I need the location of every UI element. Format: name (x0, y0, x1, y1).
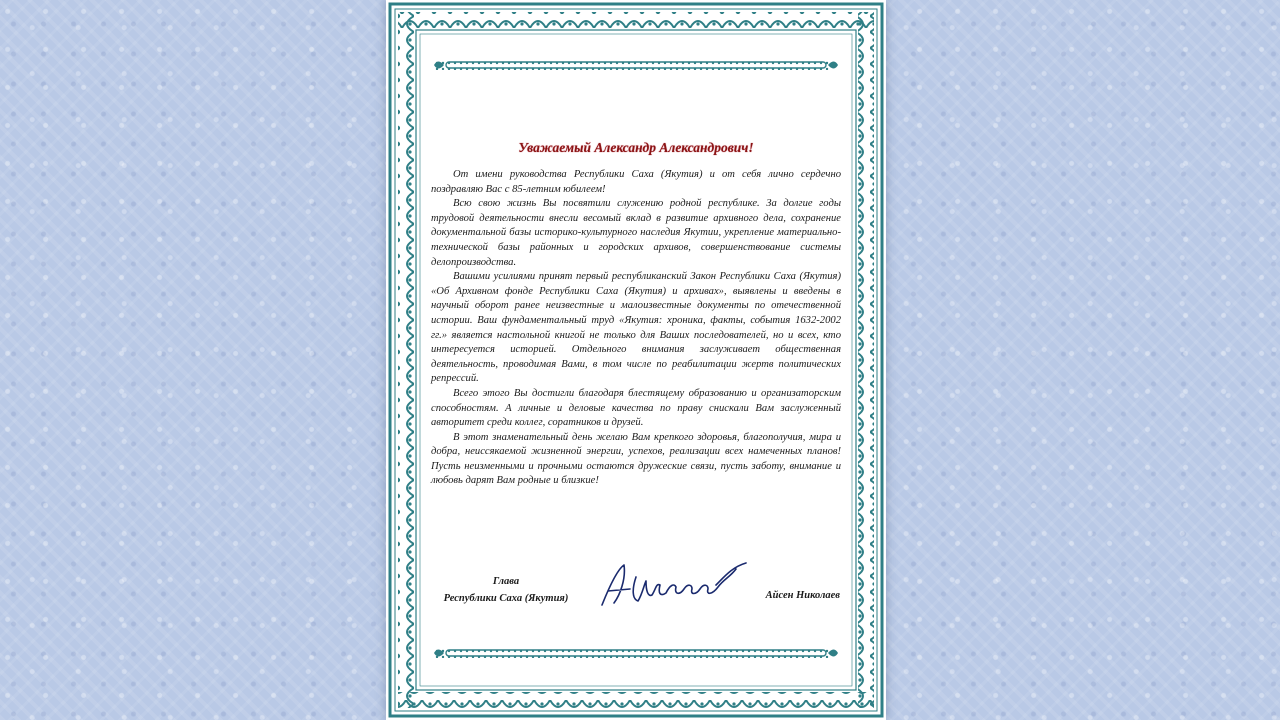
paragraph-4: Всего этого Вы достигли благодаря блестящему образованию и организаторским способностям. А личные и деловые качества по праву снискали Вам заслуженный авторитет среди коллег, соратников и друзей. (431, 387, 841, 429)
top-ornament (434, 60, 838, 70)
handwritten-signature (596, 555, 756, 617)
letter-body (431, 140, 841, 489)
signatory-title (416, 573, 596, 607)
bottom-ornament (434, 648, 838, 658)
greeting-heading: Уважаемый Александр Александрович! (518, 140, 754, 155)
signatory-title-line-2: Республики Саха (Якутия) (443, 593, 569, 604)
signature-block (386, 563, 886, 623)
signatory-name: Айсен Николаев (765, 590, 840, 601)
paragraph-3: Вашими усилиями принят первый республиканский Закон Республики Саха (Якутия) «Об Архивном фонде Республики Саха (Якутия) и архивах», выявлены и введены в научный оборот ранее неизвестные и малоизвестные документы по отечественной истории. Ваш фундаментальный труд «Якутия: хроника, факты, события 1632-2002 гг.» является настольной книгой не только для Ваших последователей, но и всех, кто интересуется историей. Отдельного внимания заслуживает общественная деятельность, проводимая Вами, в том числе по реабилитации жертв политических репрессий. (431, 271, 841, 385)
paragraph-2: Всю свою жизнь Вы посвятили служению родной республике. За долгие годы трудовой деятельности внесли весомый вклад в развитие архивного дела, сохранение документальной базы историко-культурного наследия Якутии, укрепление материально-технической базы районных и городских архивов, совершенствование системы делопроизводства. (431, 198, 841, 268)
paragraph-5: В этот знаменательный день желаю Вам крепкого здоровья, благополучия, мира и добра, неиссякаемой жизненной энергии, успехов, реализации всех намеченных планов! Пусть неизменными и прочными остаются дружеские связи, пусть заботу, внимание и любовь дарят Вам родные и близкие! (431, 431, 841, 487)
signatory-title-line-1: Глава (492, 576, 520, 587)
paragraph-1: От имени руководства Республики Саха (Якутия) и от себя лично сердечно поздравляю Вас с 85-летним юбилеем! (431, 169, 841, 195)
letter-sheet (386, 0, 886, 720)
